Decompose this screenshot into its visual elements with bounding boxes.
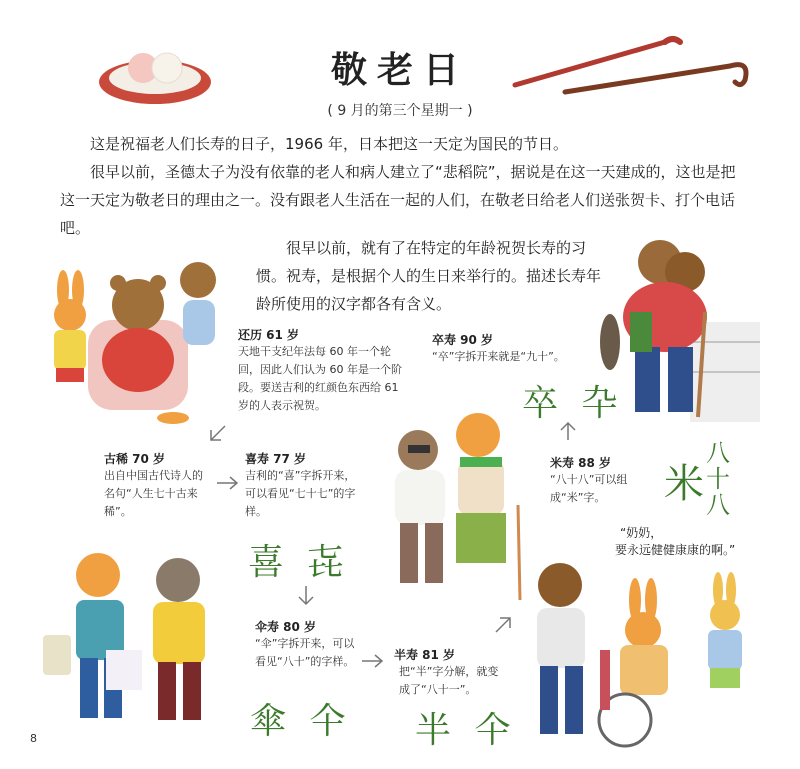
quote-line-1: “奶奶，	[620, 526, 663, 540]
quote-line-2: 要永远健健康康的啊。”	[615, 543, 736, 557]
sanju-glyph: 傘 仐	[250, 701, 352, 742]
beiju-label: 米寿 88 岁	[550, 456, 612, 470]
hanju-label: 半寿 81 岁	[394, 648, 456, 662]
arrow-koki-to-kiju	[215, 475, 241, 491]
page-number: 8	[30, 732, 37, 745]
arrow-hanju-to-beiju	[492, 612, 516, 636]
intro-paragraph-1: 这是祝福老人们长寿的日子，1966 年，日本把这一天定为国民的节日。	[90, 135, 568, 153]
raccoon-fox-walking-illustration	[370, 405, 530, 605]
sotsuju-glyph: 卒 卆	[522, 383, 624, 424]
koki-description: 出自中国古代诗人的名句“人生七十古来稀”。	[104, 469, 203, 518]
intro-paragraph-3: 很早以前，就有了在特定的年龄祝贺长寿的习惯。祝寿，是根据个人的生日来举行的。描述长寿年龄所使用的汉字都各有含义。	[256, 239, 602, 313]
fox-dog-shopping-illustration	[28, 540, 238, 740]
beiju-split-glyph: 八 十 八	[706, 439, 736, 519]
kiju-glyph: 喜 㐂	[248, 542, 350, 583]
page-title: 敬老日	[330, 49, 469, 91]
beiju-description: “八十八”可以组成“米”字。	[550, 473, 628, 504]
sanju-description: “伞”字拆开来，可以看见“八十”的字样。	[255, 637, 355, 668]
kiju-description: 吉利的“喜”字拆开来，可以看见“七十七”的字样。	[245, 469, 356, 518]
bear-wheelchair-illustration	[515, 560, 765, 750]
sanju-label: 伞寿 80 岁	[255, 620, 317, 634]
arrow-kiju-to-sanju	[296, 584, 316, 608]
arrow-kanreki-to-koki	[205, 422, 229, 446]
hanju-description: 把“半”字分解，就变成了“八十一”。	[399, 665, 499, 696]
beiju-glyph: 米	[664, 461, 710, 507]
sotsuju-label: 卒寿 90 岁	[432, 333, 494, 347]
page-subtitle: ( 9 月的第三个星期一 )	[327, 103, 473, 119]
sotsuju-description: “卒”字拆开来就是“九十”。	[432, 350, 565, 363]
kanreki-description: 天地干支纪年法每 60 年一个轮回，因此人们认为 60 年是一个阶段。要送吉利的红颜色东西给 61 岁的人表示祝贺。	[238, 345, 402, 412]
arrow-sotsuju-from-beiju	[558, 420, 578, 442]
hanju-glyph: 半 仐	[415, 710, 517, 751]
koki-label: 古稀 70 岁	[104, 452, 166, 466]
bunny-bears-knitting-illustration	[38, 250, 228, 425]
intro-paragraph-2: 很早以前，圣德太子为没有依靠的老人和病人建立了“悲稻院”，据说是在这一天建成的，这也是把这一天定为敬老日的理由之一。没有跟老人生活在一起的人们，在敬老日给老人们送张贺卡、打个电话吧。	[60, 163, 736, 237]
arrow-sanju-to-hanju	[360, 653, 386, 669]
kanreki-label: 还历 61 岁	[238, 328, 300, 342]
kiju-label: 喜寿 77 岁	[245, 452, 307, 466]
